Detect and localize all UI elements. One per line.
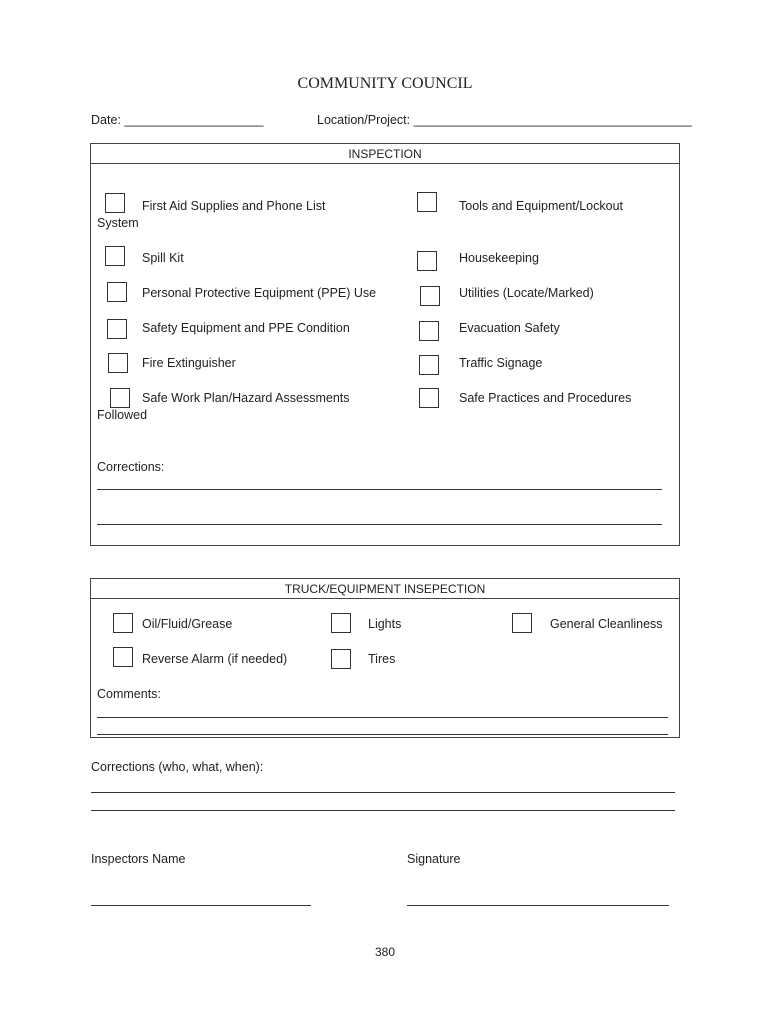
label-traffic-signage: Traffic Signage [459, 356, 543, 370]
checkbox-ppe-use[interactable] [107, 282, 127, 302]
label-general-cleanliness: General Cleanliness [550, 617, 663, 631]
inspector-name-line[interactable] [91, 905, 311, 906]
signature-label: Signature [407, 852, 461, 866]
label-tires: Tires [368, 652, 396, 666]
checkbox-general-cleanliness[interactable] [512, 613, 532, 633]
label-safe-practices: Safe Practices and Procedures [459, 391, 632, 405]
checkbox-oil-fluid-grease[interactable] [113, 613, 133, 633]
inspection-title-divider [91, 163, 679, 164]
page-title: COMMUNITY COUNCIL [297, 75, 473, 92]
checkbox-safety-equipment[interactable] [107, 319, 127, 339]
checkbox-first-aid[interactable] [105, 193, 125, 213]
label-lights: Lights [368, 617, 402, 631]
checkbox-tools-equipment[interactable] [417, 192, 437, 212]
checkbox-safe-work-plan[interactable] [110, 388, 130, 408]
inspection-corrections-label: Corrections: [97, 460, 165, 474]
truck-comments-line-1[interactable] [97, 717, 668, 718]
checkbox-housekeeping[interactable] [417, 251, 437, 271]
checkbox-evacuation-safety[interactable] [419, 321, 439, 341]
label-safety-equipment: Safety Equipment and PPE Condition [142, 321, 350, 335]
inspector-name-label: Inspectors Name [91, 852, 186, 866]
inspection-corrections-line-2[interactable] [97, 524, 662, 525]
checkbox-utilities[interactable] [420, 286, 440, 306]
label-fire-extinguisher: Fire Extinguisher [142, 356, 236, 370]
checkbox-safe-practices[interactable] [419, 388, 439, 408]
truck-title-divider [91, 598, 679, 599]
label-housekeeping: Housekeeping [459, 251, 539, 265]
corrections-line-1[interactable] [91, 792, 675, 793]
truck-comments-line-2[interactable] [97, 734, 668, 735]
inspection-title: INSPECTION [348, 147, 422, 161]
signature-line[interactable] [407, 905, 669, 906]
label-tools-equipment: Tools and Equipment/Lockout [459, 199, 623, 213]
label-ppe-use: Personal Protective Equipment (PPE) Use [142, 286, 377, 300]
corrections-who-what-when-label: Corrections (who, what, when): [91, 760, 264, 774]
checkbox-traffic-signage[interactable] [419, 355, 439, 375]
label-reverse-alarm: Reverse Alarm (if needed) [142, 652, 288, 666]
inspection-corrections-line-1[interactable] [97, 489, 662, 490]
label-first-aid-wrap: System [97, 216, 139, 230]
page-number: 380 [374, 945, 396, 959]
label-spill-kit: Spill Kit [142, 251, 184, 265]
label-oil-fluid-grease: Oil/Fluid/Grease [142, 617, 233, 631]
checkbox-spill-kit[interactable] [105, 246, 125, 266]
date-field[interactable]: Date: ____________________ [91, 113, 264, 127]
checkbox-reverse-alarm[interactable] [113, 647, 133, 667]
location-project-field[interactable]: Location/Project: ________________________________________ [317, 113, 692, 127]
checkbox-tires[interactable] [331, 649, 351, 669]
label-utilities: Utilities (Locate/Marked) [459, 286, 594, 300]
label-safe-work-plan: Safe Work Plan/Hazard Assessments [142, 391, 350, 405]
label-safe-work-plan-wrap: Followed [97, 408, 148, 422]
checkbox-fire-extinguisher[interactable] [108, 353, 128, 373]
label-evacuation-safety: Evacuation Safety [459, 321, 560, 335]
truck-inspection-title: TRUCK/EQUIPMENT INSEPECTION [284, 582, 486, 596]
checkbox-lights[interactable] [331, 613, 351, 633]
label-first-aid: First Aid Supplies and Phone List [142, 199, 326, 213]
corrections-line-2[interactable] [91, 810, 675, 811]
truck-comments-label: Comments: [97, 687, 161, 701]
